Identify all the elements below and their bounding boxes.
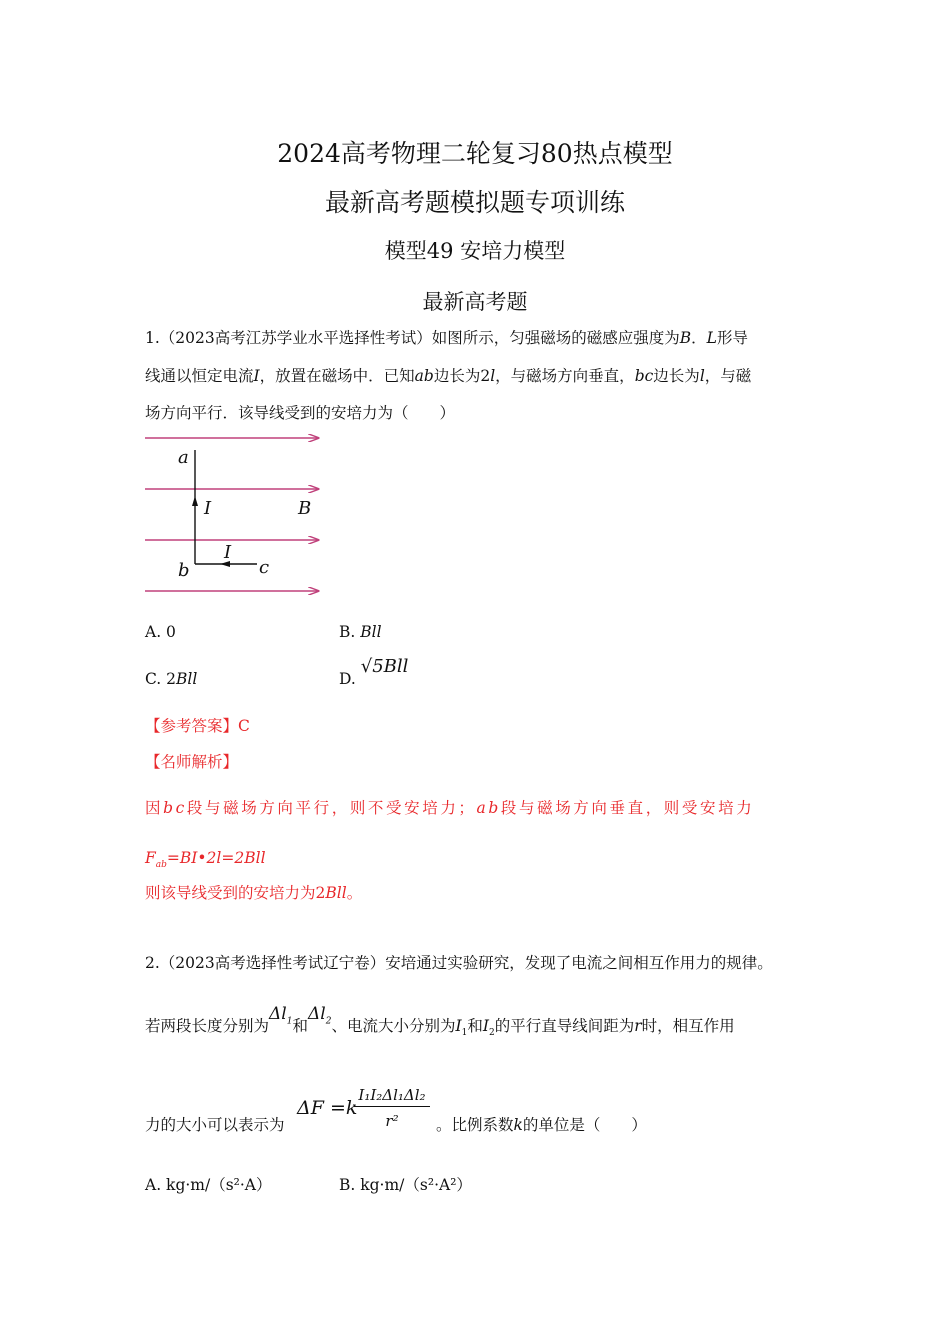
- analysis-symbol-bc: bc: [163, 799, 187, 817]
- q2-line-1: [145, 953, 773, 973]
- delta-l1: [269, 1004, 293, 1027]
- q1-option-d: [339, 656, 409, 689]
- q2-text: 。比例系数: [436, 1116, 514, 1134]
- analysis-text: 段与磁场方向平行，则不受安培力；: [186, 799, 477, 817]
- q1-text: 线通以恒定电流: [145, 367, 254, 385]
- q1-symbol-I: I: [253, 367, 260, 385]
- q1-symbol-B: B: [679, 329, 692, 347]
- q1-text: 如图所示，匀强磁场的磁感应强度为: [431, 329, 680, 347]
- q1-text: ，与磁场方向垂直，: [495, 367, 635, 385]
- label-current-vertical: I: [204, 498, 212, 519]
- label-current-horizontal: I: [224, 542, 232, 563]
- q1-text: ．: [691, 329, 707, 347]
- option-value: Bll: [360, 623, 382, 641]
- conclusion-symbol: Bll: [325, 884, 347, 902]
- formula-rest: =BI•2l=2Bll: [166, 849, 266, 867]
- q1-figure: [140, 428, 330, 603]
- q1-formula: [145, 848, 266, 875]
- q2-text: 若两段长度分别为: [145, 1017, 270, 1035]
- section-title: 最新高考题: [422, 290, 528, 314]
- model-title: 模型49 安培力模型: [384, 239, 566, 263]
- symbol-I2: I: [482, 1017, 489, 1035]
- q1-option-c: [145, 669, 197, 689]
- q2-option-a: A. kg·m/（s²·A）: [145, 1176, 272, 1194]
- conclusion-text: 。: [346, 884, 363, 902]
- current-arrow-vertical: [192, 496, 198, 506]
- q2-line-3-prefix: 力的大小可以表示为: [145, 1116, 285, 1134]
- q1-symbol-ab: ab: [414, 367, 434, 385]
- q1-symbol-L: L: [706, 329, 717, 347]
- label-field-B: B: [298, 498, 312, 519]
- document-title: 2024高考物理二轮复习80热点模型: [277, 139, 673, 168]
- symbol-I2-subscript: 2: [488, 1028, 495, 1039]
- formula-F: F: [145, 849, 156, 867]
- q1-text: ，放置在磁场中．已知: [259, 367, 415, 385]
- q1-line-2: [145, 366, 751, 386]
- formula-subscript: ab: [155, 860, 167, 871]
- label-a: a: [178, 447, 189, 468]
- delta-l2-symbol: Δl: [307, 1004, 326, 1024]
- label-b: b: [178, 560, 190, 581]
- q1-option-b: [339, 622, 382, 642]
- q2-text: 、电流大小分别为: [331, 1017, 456, 1035]
- q1-source: （2023高考江苏学业水平选择性考试）: [159, 329, 432, 347]
- q2-text: 的平行直导线间距为: [494, 1017, 635, 1035]
- symbol-I1: I: [455, 1017, 462, 1035]
- q2-text: 时，相互作用: [641, 1017, 735, 1035]
- q1-text: 边长为: [653, 367, 700, 385]
- q1-text: ，与磁: [704, 367, 752, 385]
- delta-l1-subscript: 1: [286, 1016, 293, 1027]
- delta-l2-subscript: 2: [325, 1016, 332, 1027]
- q2-formula-lhs: ΔF =k: [297, 1097, 358, 1119]
- q2-formula-denominator: r²: [385, 1112, 399, 1130]
- delta-l1-symbol: Δl: [269, 1004, 287, 1024]
- analysis-symbol-ab: ab: [476, 799, 501, 817]
- q2-text: （2023高考选择性考试辽宁卷）安培通过实验研究，发现了电流之间相互作用力的规律。: [159, 954, 773, 972]
- conclusion-text: 则该导线受到的安培力为2: [145, 884, 326, 902]
- q2-number: 2.: [145, 954, 160, 972]
- q1-line-1: [145, 328, 748, 348]
- option-prefix: B.: [339, 623, 361, 641]
- q1-answer: 【参考答案】C: [145, 717, 250, 735]
- document-subtitle: 最新高考题模拟题专项训练: [324, 188, 625, 217]
- q1-symbol-bc: bc: [634, 367, 654, 385]
- q1-analysis-label: 【名师解析】: [145, 753, 239, 771]
- q2-text: 的单位是（ ）: [522, 1116, 647, 1134]
- q2-text: 和: [292, 1017, 308, 1035]
- q1-analysis-line: [145, 798, 754, 818]
- q1-option-a: A. 0: [145, 623, 176, 641]
- delta-l2: [307, 1004, 332, 1027]
- option-value: Bll: [176, 670, 198, 688]
- option-value-sqrt5: √5Bll: [360, 656, 409, 677]
- analysis-text: 因: [145, 799, 164, 817]
- q1-line-3: 场方向平行．该导线受到的安培力为（ ）: [145, 404, 456, 422]
- label-c: c: [259, 557, 270, 578]
- option-prefix: C. 2: [145, 670, 177, 688]
- symbol-k: k: [513, 1116, 523, 1134]
- option-prefix: D.: [339, 670, 361, 688]
- q1-text: 边长为2: [433, 367, 491, 385]
- symbol-I1-subscript: 1: [461, 1028, 468, 1039]
- q1-symbol-l: l: [699, 367, 705, 385]
- q1-number: 1.: [145, 329, 160, 347]
- q1-symbol-l: l: [490, 367, 496, 385]
- q2-option-b: B. kg·m/（s²·A²）: [339, 1176, 472, 1194]
- q2-text: 和: [467, 1017, 483, 1035]
- analysis-text: 段与磁场方向垂直，则受安培力: [500, 799, 755, 817]
- symbol-r: r: [634, 1017, 642, 1035]
- q1-conclusion: [145, 883, 362, 903]
- q2-formula-numerator: I₁I₂Δl₁Δl₂: [354, 1086, 430, 1107]
- q1-text: 形导: [716, 329, 748, 347]
- q2-line-3-suffix: [436, 1115, 647, 1135]
